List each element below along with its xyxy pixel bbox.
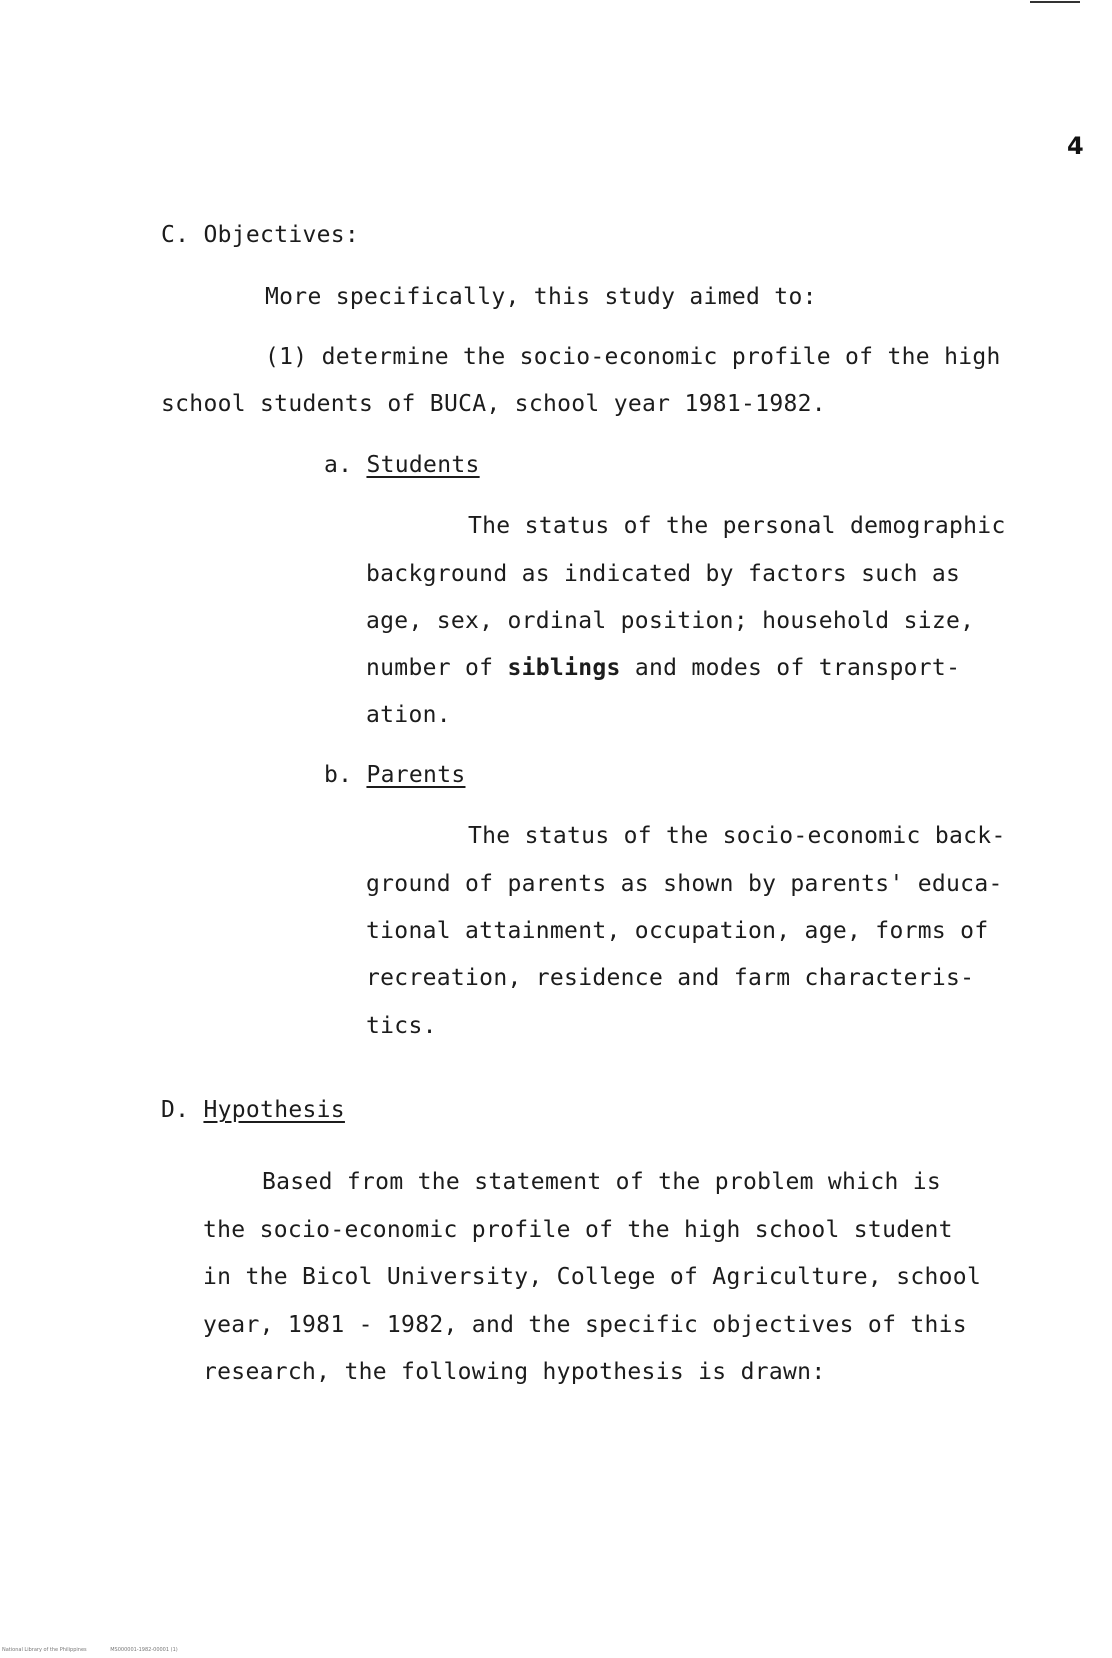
objective-item-1-line-2: school students of BUCA, school year 1981-1982. [161,391,826,417]
page-number: 4 [1067,132,1084,160]
parents-paragraph-line: tional attainment, occupation, age, forms of [366,918,989,944]
footer-id: MS000001-1982-00001 (1) [110,1647,178,1653]
hypothesis-paragraph-line: research, the following hypothesis is drawn: [203,1359,826,1385]
hypothesis-paragraph-line: the socio-economic profile of the high school student [203,1217,953,1243]
parents-paragraph-line: The status of the socio-economic back- [468,823,1006,849]
students-paragraph-line: background as indicated by factors such as [366,561,961,587]
students-line-4-pre: number of [366,655,494,681]
hypothesis-label: D. [161,1097,190,1123]
students-line-4-bold: siblings [507,655,621,681]
subsection-students-title: Students [366,452,480,478]
parents-paragraph-line: recreation, residence and farm characteris- [366,965,975,991]
subsection-parents-label: b. [324,762,353,788]
hypothesis-paragraph-line: Based from the statement of the problem which is [262,1169,942,1195]
hypothesis-title: Hypothesis [203,1097,345,1123]
students-line-4-post: and modes of transport- [634,655,961,681]
subsection-parents-title: Parents [366,762,466,788]
scan-footer [2,1647,200,1653]
students-paragraph-line: ation. [366,702,451,728]
hypothesis-paragraph-line: year, 1981 - 1982, and the specific objectives of this [203,1312,967,1338]
objectives-label: C. [161,222,190,248]
objectives-intro: More specifically, this study aimed to: [265,284,817,310]
footer-source: National Library of the Philippines [2,1647,87,1653]
hypothesis-heading [161,1097,345,1123]
objective-item-1-line-1: (1) determine the socio-economic profile of the high [265,344,1001,370]
objectives-heading [161,222,359,248]
students-paragraph-line-4 [366,655,960,681]
students-paragraph-line: The status of the personal demographic [468,513,1006,539]
parents-paragraph-line: ground of parents as shown by parents' educa- [366,871,1003,897]
parents-paragraph-line: tics. [366,1013,437,1039]
objectives-title: Objectives: [203,222,360,248]
subsection-parents-heading [324,762,465,788]
students-paragraph-line: age, sex, ordinal position; household size, [366,608,975,634]
top-edge-rule [1030,1,1080,3]
hypothesis-paragraph-line: in the Bicol University, College of Agriculture, school [203,1264,982,1290]
subsection-students-label: a. [324,452,353,478]
subsection-students-heading [324,452,480,478]
